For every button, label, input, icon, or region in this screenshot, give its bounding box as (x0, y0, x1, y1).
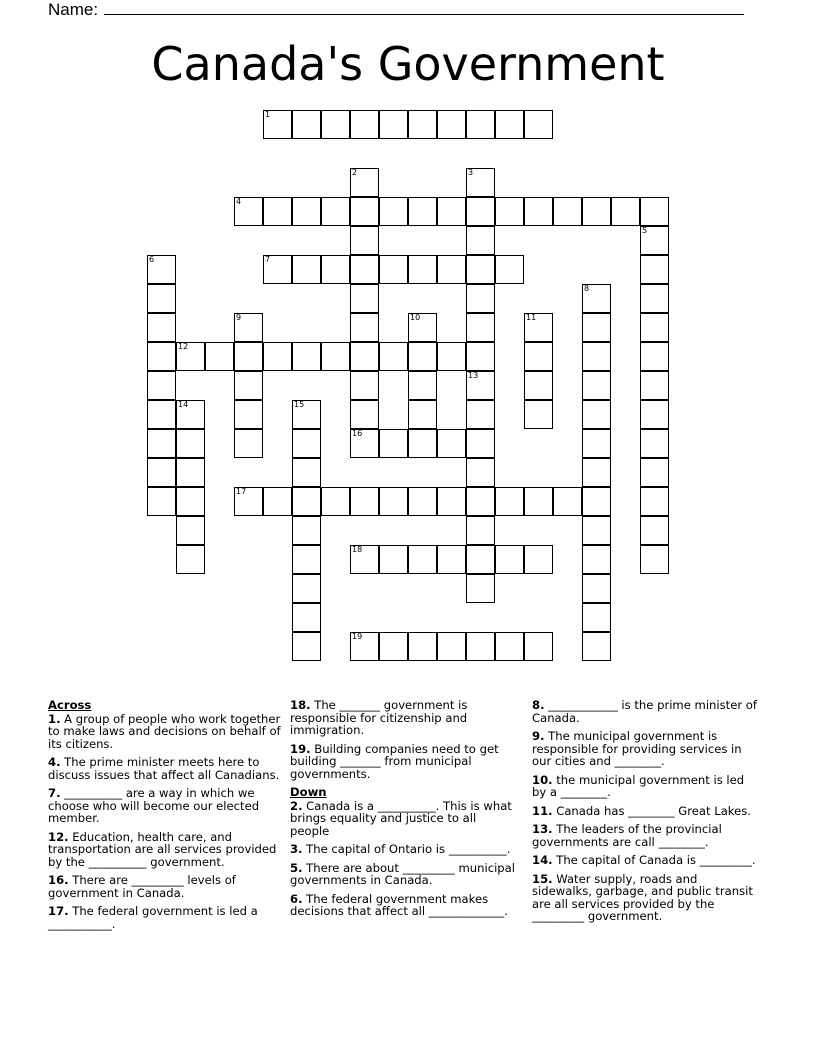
grid-cell[interactable] (176, 429, 205, 458)
grid-cell[interactable] (176, 487, 205, 516)
grid-cell[interactable] (292, 429, 321, 458)
down-heading: Down (290, 785, 327, 799)
clue-down-13: 13. The leaders of the provincial governments are call ________. (532, 822, 722, 849)
grid-cell[interactable] (379, 342, 408, 371)
clue-down-2: 2. Canada is a __________. This is what brings equality and justice to all people (290, 798, 512, 838)
grid-cell[interactable] (292, 342, 321, 371)
grid-cell[interactable] (495, 197, 524, 226)
grid-cell[interactable] (582, 197, 611, 226)
grid-cell[interactable] (611, 197, 640, 226)
grid-cell[interactable] (640, 284, 669, 313)
page-title: Canada's Government (151, 37, 665, 91)
grid-cell[interactable] (379, 197, 408, 226)
grid-cell[interactable] (524, 545, 553, 574)
clue-number: 7 (265, 255, 271, 264)
grid-cell[interactable] (408, 342, 437, 371)
grid-cell[interactable] (495, 255, 524, 284)
grid-cell[interactable] (408, 429, 437, 458)
grid-cell[interactable] (437, 255, 466, 284)
clue-number: 16 (352, 429, 363, 438)
grid-cell[interactable] (640, 226, 669, 255)
grid-cell[interactable] (321, 342, 350, 371)
grid-cell[interactable] (524, 342, 553, 371)
grid-cell[interactable] (437, 487, 466, 516)
grid-cell[interactable] (234, 342, 263, 371)
grid-cell[interactable] (466, 255, 495, 284)
grid-cell[interactable] (582, 487, 611, 516)
grid-cell[interactable] (437, 429, 466, 458)
clue-number: 18 (352, 545, 363, 554)
grid-cell[interactable] (640, 342, 669, 371)
clue-across-1: 1. A group of people who work together to make laws and decisions on behalf of its citizens. (48, 711, 281, 751)
grid-cell[interactable] (437, 342, 466, 371)
grid-cell[interactable] (292, 110, 321, 139)
grid-cell[interactable] (582, 429, 611, 458)
grid-cell[interactable] (379, 487, 408, 516)
grid-cell[interactable] (350, 400, 379, 429)
grid-cell[interactable] (234, 429, 263, 458)
grid-cell[interactable] (350, 284, 379, 313)
grid-cell[interactable] (292, 574, 321, 603)
grid-cell[interactable] (582, 400, 611, 429)
grid-cell[interactable] (640, 197, 669, 226)
grid-cell[interactable] (147, 400, 176, 429)
clue-across-16: 16. There are _________ levels of government in Canada. (48, 873, 236, 900)
clue-across-17: 17. The federal government is led a ___________. (48, 904, 258, 931)
grid-cell[interactable] (350, 255, 379, 284)
grid-cell[interactable] (466, 284, 495, 313)
grid-cell[interactable] (147, 313, 176, 342)
clue-across-19: 19. Building companies need to get building _______ from municipal governments. (290, 741, 499, 781)
clue-number: 19 (352, 632, 363, 641)
grid-cell[interactable] (466, 371, 495, 400)
grid-cell[interactable] (263, 110, 292, 139)
grid-cell[interactable] (379, 255, 408, 284)
grid-cell[interactable] (553, 487, 582, 516)
grid-cell[interactable] (640, 371, 669, 400)
grid-cell[interactable] (147, 487, 176, 516)
grid-cell[interactable] (524, 400, 553, 429)
grid-cell[interactable] (292, 255, 321, 284)
clue-down-9: 9. The municipal government is responsible for providing services in our cities and ________. (532, 729, 742, 768)
grid-cell[interactable] (350, 197, 379, 226)
grid-cell[interactable] (582, 342, 611, 371)
grid-cell[interactable] (350, 110, 379, 139)
grid-cell[interactable] (234, 313, 263, 342)
grid-cell[interactable] (408, 632, 437, 661)
name-label: Name: (48, 0, 99, 19)
grid-cell[interactable] (292, 400, 321, 429)
grid-cell[interactable] (147, 255, 176, 284)
grid-cell[interactable] (321, 110, 350, 139)
grid-cell[interactable] (466, 197, 495, 226)
grid-cell[interactable] (350, 371, 379, 400)
grid-cell[interactable] (350, 342, 379, 371)
grid-cell[interactable] (466, 400, 495, 429)
across-heading: Across (48, 698, 92, 712)
grid-cell[interactable] (408, 400, 437, 429)
grid-cell[interactable] (379, 429, 408, 458)
clue-number: 5 (642, 226, 648, 235)
grid-cell[interactable] (263, 487, 292, 516)
grid-cell[interactable] (263, 197, 292, 226)
grid-cell[interactable] (350, 487, 379, 516)
grid-cell[interactable] (466, 429, 495, 458)
clue-number: 1 (265, 110, 271, 119)
clue-number: 12 (178, 342, 189, 351)
clue-number: 4 (236, 197, 242, 206)
clue-number: 10 (410, 313, 421, 322)
clue-across-18: 18. The _______ government is responsible for citizenship and immigration. (290, 698, 468, 737)
grid-cell[interactable] (582, 574, 611, 603)
grid-cell[interactable] (640, 255, 669, 284)
grid-cell[interactable] (495, 487, 524, 516)
grid-cell[interactable] (466, 632, 495, 661)
grid-cell[interactable] (234, 400, 263, 429)
grid-cell[interactable] (466, 168, 495, 197)
grid-cell[interactable] (495, 545, 524, 574)
grid-cell[interactable] (321, 197, 350, 226)
clue-number: 9 (236, 313, 242, 322)
grid-cell[interactable] (582, 371, 611, 400)
clue-number: 17 (236, 487, 247, 496)
clue-across-12: 12. Education, health care, and transportation are all services provided by the __________ government. (48, 829, 277, 869)
grid-cell[interactable] (408, 197, 437, 226)
grid-cell[interactable] (379, 545, 408, 574)
clue-number: 8 (584, 284, 590, 293)
grid-cell[interactable] (640, 458, 669, 487)
grid-cell[interactable] (263, 255, 292, 284)
grid-cell[interactable] (350, 226, 379, 255)
grid-cell[interactable] (321, 487, 350, 516)
grid-cell[interactable] (495, 110, 524, 139)
grid-cell[interactable] (495, 632, 524, 661)
grid-cell[interactable] (408, 255, 437, 284)
clues-column-3 (532, 699, 758, 929)
grid-cell[interactable] (640, 313, 669, 342)
grid-cell[interactable] (582, 284, 611, 313)
grid-cell[interactable] (640, 429, 669, 458)
grid-cell[interactable] (466, 545, 495, 574)
grid-cell[interactable] (524, 313, 553, 342)
grid-cell[interactable] (437, 197, 466, 226)
grid-cell[interactable] (147, 458, 176, 487)
grid-cell[interactable] (234, 197, 263, 226)
grid-cell[interactable] (524, 197, 553, 226)
clue-number: 15 (294, 400, 305, 409)
clue-down-8: 8. ____________ is the prime minister of Canada. (532, 698, 757, 725)
grid-cell[interactable] (350, 545, 379, 574)
clue-down-6: 6. The federal government makes decisions that affect all _____________. (290, 891, 508, 918)
grid-cell[interactable] (147, 342, 176, 371)
grid-cell[interactable] (408, 487, 437, 516)
grid-cell[interactable] (292, 603, 321, 632)
grid-cell[interactable] (350, 632, 379, 661)
grid-cell[interactable] (437, 632, 466, 661)
grid-cell[interactable] (176, 458, 205, 487)
grid-cell[interactable] (350, 168, 379, 197)
grid-cell[interactable] (582, 516, 611, 545)
clue-number: 3 (468, 168, 474, 177)
grid-cell[interactable] (466, 574, 495, 603)
grid-cell[interactable] (640, 487, 669, 516)
grid-cell[interactable] (582, 545, 611, 574)
grid-cell[interactable] (292, 458, 321, 487)
grid-cell[interactable] (379, 632, 408, 661)
clue-across-4: 4. The prime minister meets here to discuss issues that affect all Canadians. (48, 755, 280, 782)
clues-column-2 (290, 699, 518, 924)
clue-down-5: 5. There are about _________ municipal governments in Canada. (290, 860, 515, 887)
clue-across-7: 7. __________ are a way in which we choose who will become our elected member. (48, 786, 260, 825)
grid-cell[interactable] (408, 313, 437, 342)
grid-cell[interactable] (640, 545, 669, 574)
grid-cell[interactable] (234, 371, 263, 400)
grid-cell[interactable] (176, 516, 205, 545)
clue-number: 6 (149, 255, 155, 264)
grid-cell[interactable] (466, 516, 495, 545)
grid-cell[interactable] (582, 603, 611, 632)
grid-cell[interactable] (437, 545, 466, 574)
clue-number: 11 (526, 313, 537, 322)
grid-cell[interactable] (466, 226, 495, 255)
grid-cell[interactable] (350, 313, 379, 342)
grid-cell[interactable] (321, 255, 350, 284)
grid-cell[interactable] (147, 371, 176, 400)
grid-cell[interactable] (582, 632, 611, 661)
clue-down-15: 15. Water supply, roads and sidewalks, garbage, and public transit are all services provided by the _________ government. (532, 871, 753, 923)
grid-cell[interactable] (408, 545, 437, 574)
grid-cell[interactable] (466, 487, 495, 516)
grid-cell[interactable] (582, 458, 611, 487)
clue-number: 13 (468, 371, 479, 380)
grid-cell[interactable] (176, 342, 205, 371)
grid-cell[interactable] (176, 545, 205, 574)
clue-down-14: 14. The capital of Canada is _________. (532, 853, 756, 867)
grid-cell[interactable] (524, 110, 553, 139)
grid-cell[interactable] (147, 284, 176, 313)
grid-cell[interactable] (292, 545, 321, 574)
clue-down-11: 11. Canada has ________ Great Lakes. (532, 803, 751, 818)
clue-number: 14 (178, 400, 189, 409)
grid-cell[interactable] (408, 110, 437, 139)
grid-cell[interactable] (350, 429, 379, 458)
clues-column-1 (48, 699, 282, 936)
grid-cell[interactable] (582, 313, 611, 342)
grid-cell[interactable] (524, 487, 553, 516)
grid-cell[interactable] (205, 342, 234, 371)
grid-cell[interactable] (640, 400, 669, 429)
grid-cell[interactable] (466, 110, 495, 139)
grid-cell[interactable] (176, 400, 205, 429)
grid-cell[interactable] (437, 110, 466, 139)
grid-cell[interactable] (466, 458, 495, 487)
grid-cell[interactable] (379, 110, 408, 139)
grid-cell[interactable] (292, 516, 321, 545)
grid-cell[interactable] (466, 342, 495, 371)
clue-down-3: 3. The capital of Ontario is __________. (290, 842, 511, 856)
clue-down-10: 10. the municipal government is led by a ________. (532, 772, 745, 799)
grid-cell[interactable] (466, 313, 495, 342)
grid-cell[interactable] (553, 197, 582, 226)
grid-cell[interactable] (292, 197, 321, 226)
grid-cell[interactable] (234, 487, 263, 516)
grid-cell[interactable] (292, 632, 321, 661)
clue-number: 2 (352, 168, 358, 177)
grid-cell[interactable] (524, 632, 553, 661)
grid-cell[interactable] (408, 371, 437, 400)
grid-cell[interactable] (640, 516, 669, 545)
grid-cell[interactable] (263, 342, 292, 371)
grid-cell[interactable] (147, 429, 176, 458)
grid-cell[interactable] (292, 487, 321, 516)
grid-cell[interactable] (524, 371, 553, 400)
